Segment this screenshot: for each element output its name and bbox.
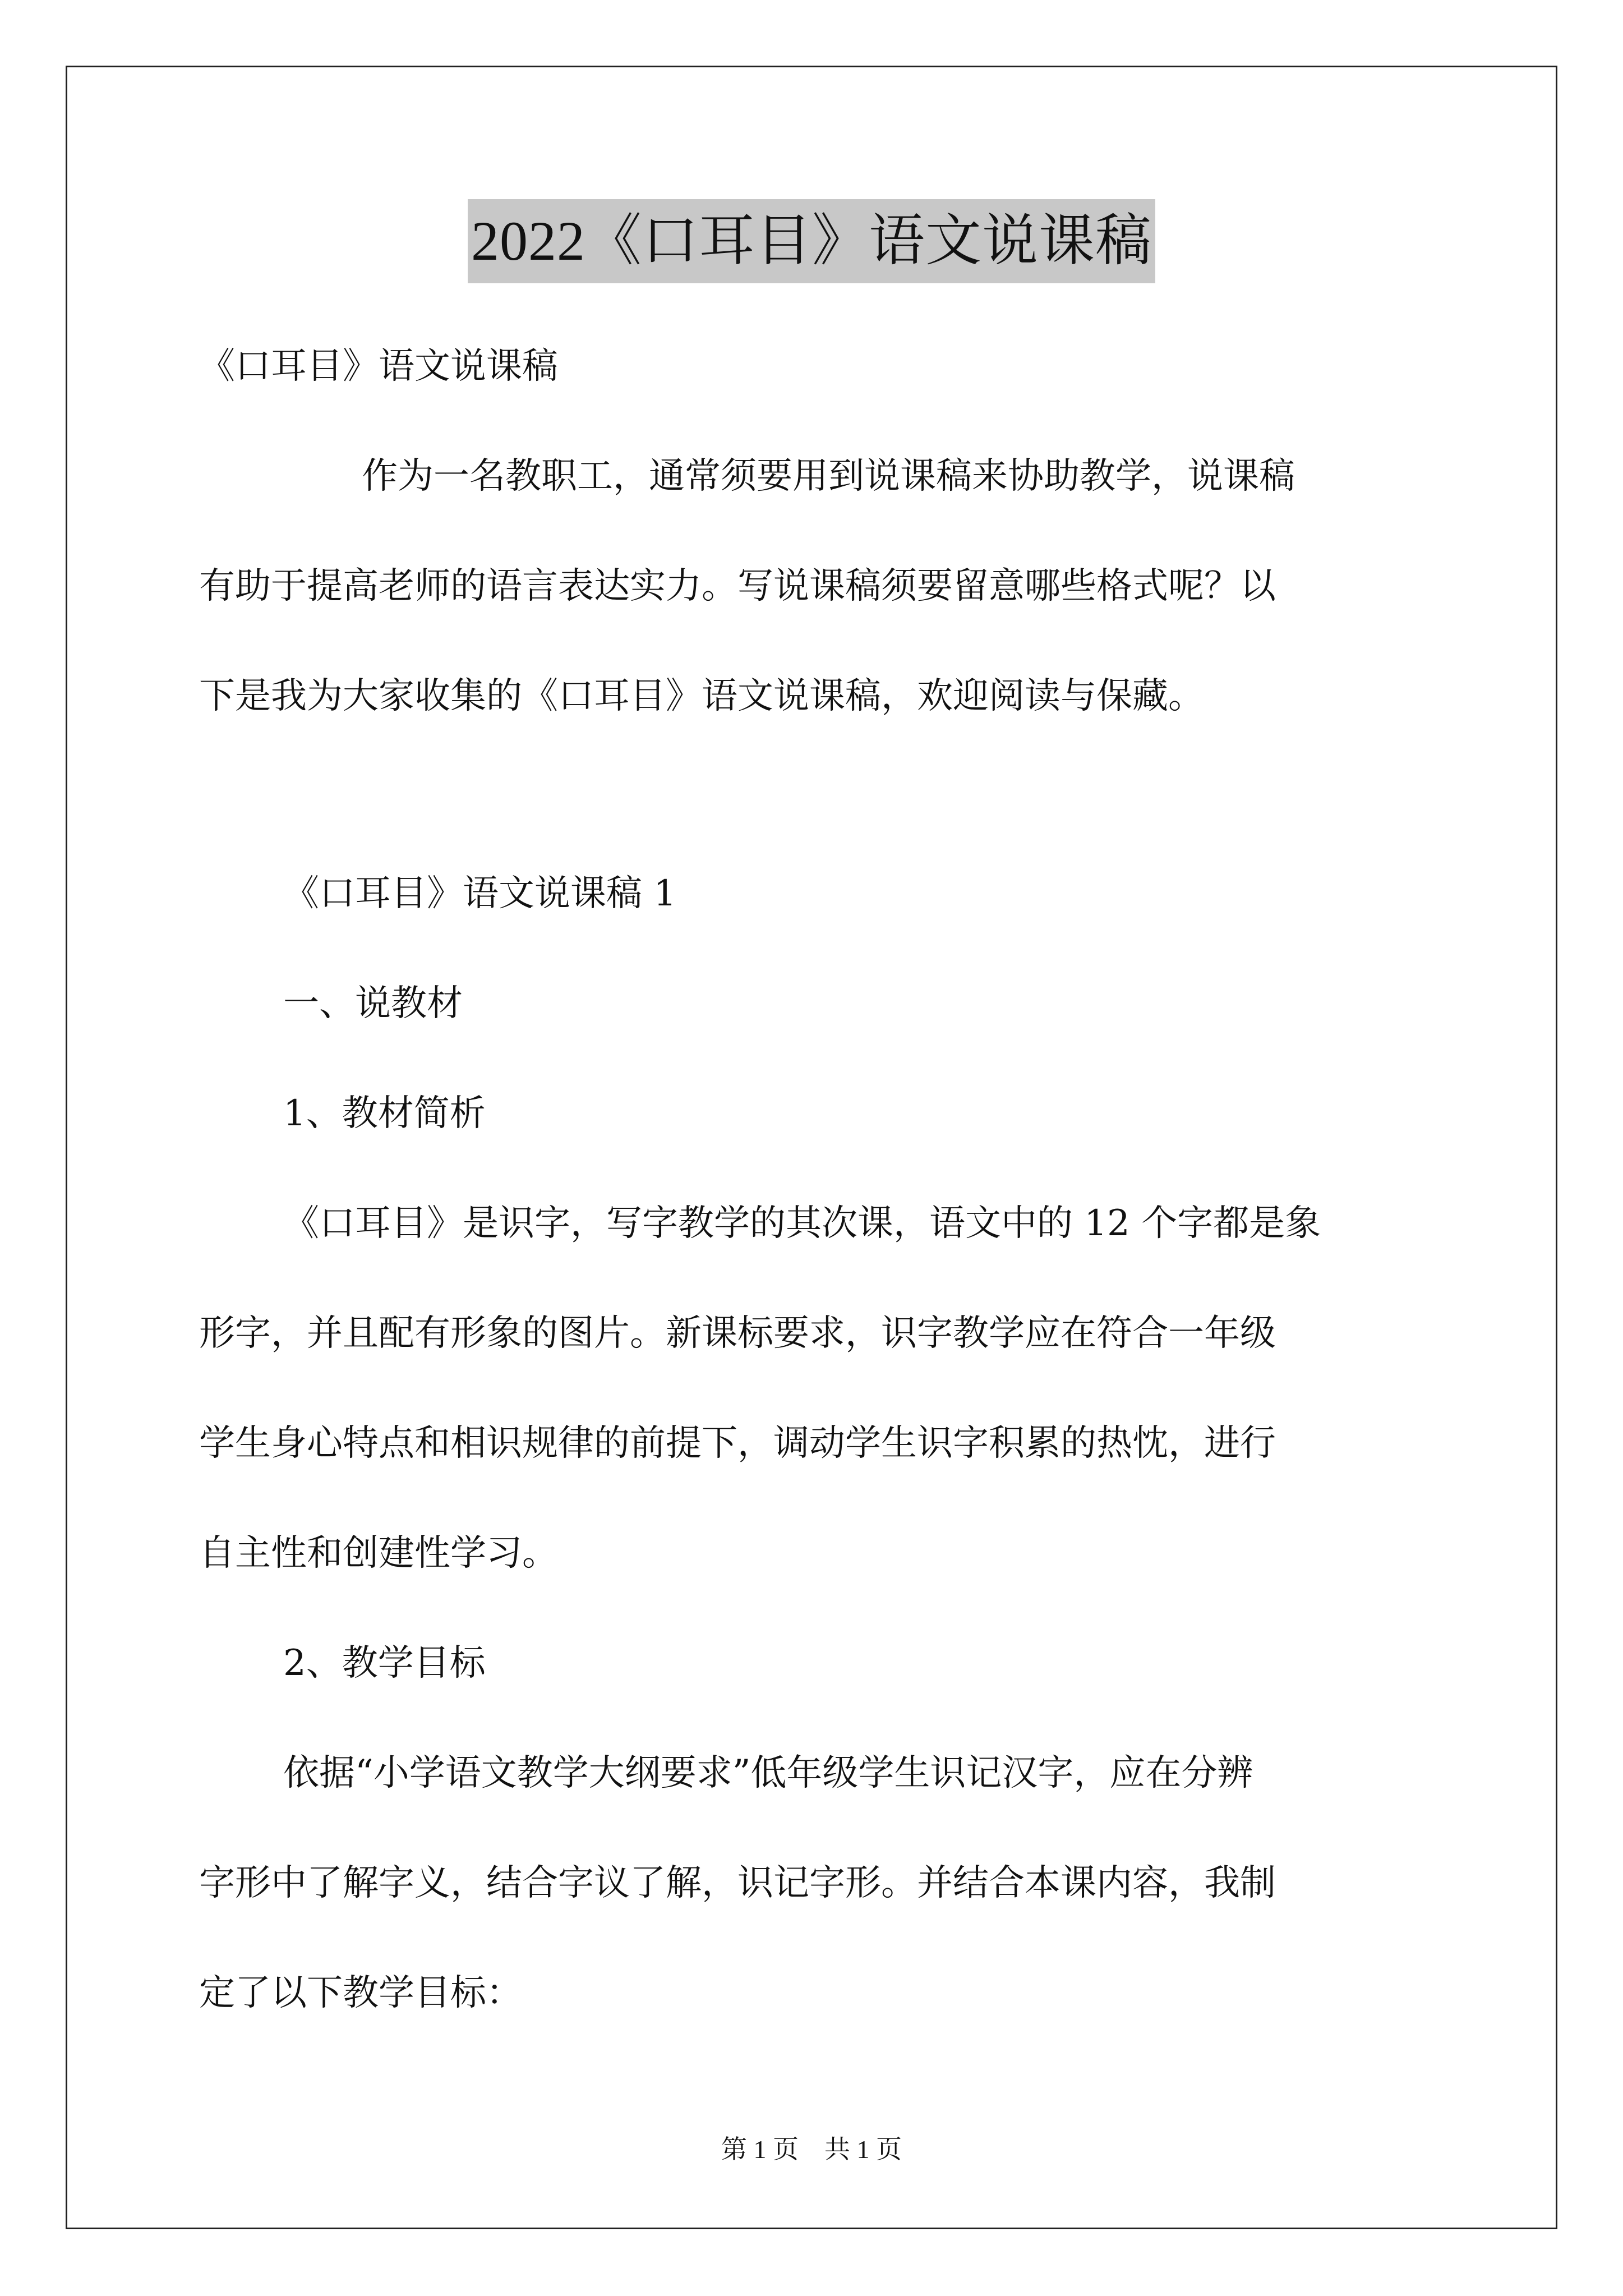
paragraph-line: 依据“小学语文教学大纲要求”低年级学生识记汉字，应在分辨: [283, 1752, 1253, 1794]
sub-heading-2: 2、教学目标: [283, 1642, 486, 1684]
section-heading: 《口耳目》语文说课稿 1: [283, 873, 677, 914]
subtitle: 《口耳目》语文说课稿: [199, 346, 558, 387]
document-title: 2022《口耳目》语文说课稿: [468, 199, 1155, 283]
sub-heading-1: 1、教材简析: [283, 1093, 486, 1134]
paragraph-line: 学生身心特点和相识规律的前提下，调动学生识字积累的热忱，进行: [199, 1423, 1276, 1464]
paragraph-line: 《口耳目》是识字，写字教学的其次课，语文中的 12 个字都是象: [283, 1203, 1321, 1244]
paragraph-line: 形字，并且配有形象的图片。新课标要求，识字教学应在符合一年级: [199, 1313, 1276, 1354]
page-footer: 第 1 页 共 1 页: [721, 2135, 902, 2164]
spacer: [199, 751, 1433, 839]
document-body: [199, 311, 1433, 2048]
intro-line-1: 作为一名教职工，通常须要用到说课稿来协助教学，说课稿: [362, 455, 1295, 497]
intro-line-2: 有助于提高老师的语言表达实力。写说课稿须要留意哪些格式呢？以: [199, 565, 1276, 607]
paragraph-line: 定了以下教学目标：: [199, 1972, 522, 2014]
part-heading: 一、说教材: [283, 983, 463, 1024]
paragraph-line: 自主性和创建性学习。: [199, 1533, 558, 1574]
title-container: [0, 199, 1623, 283]
intro-line-3: 下是我为大家收集的《口耳目》语文说课稿，欢迎阅读与保藏。: [199, 675, 1204, 717]
paragraph-line: 字形中了解字义，结合字议了解，识记字形。并结合本课内容，我制: [199, 1862, 1276, 1904]
